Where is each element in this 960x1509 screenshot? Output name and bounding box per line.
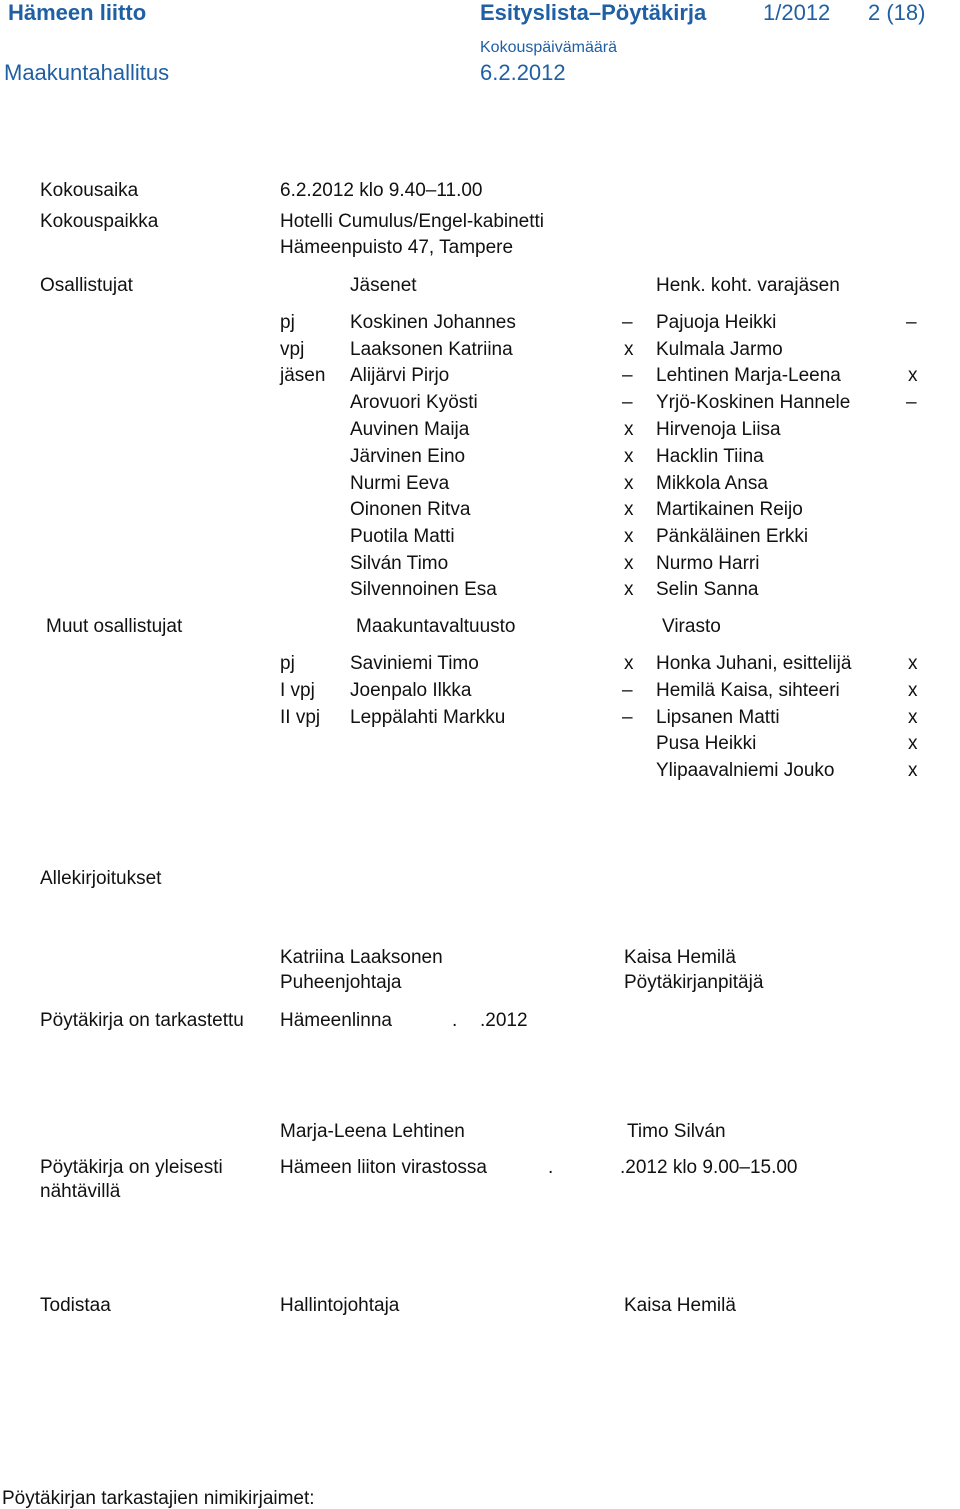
page-number: 2 (18)	[868, 0, 926, 25]
council-member-presence: –	[622, 680, 633, 701]
council-member-presence: –	[622, 707, 633, 728]
meeting-time-label: Kokousaika	[40, 180, 139, 201]
council-member-name: Saviniemi Timo	[350, 653, 479, 674]
deputy-name: Kulmala Jarmo	[656, 339, 783, 360]
participant-presence: –	[622, 392, 633, 413]
deputy-name: Mikkola Ansa	[656, 473, 768, 494]
participant-name: Koskinen Johannes	[350, 312, 516, 333]
participant-name: Silván Timo	[350, 553, 449, 574]
certify-title: Hallintojohtaja	[280, 1295, 400, 1316]
participant-presence: x	[624, 499, 634, 520]
office-column-header: Virasto	[662, 616, 721, 637]
deputy-presence: –	[906, 312, 917, 333]
public-display-date: .2012 klo 9.00–15.00	[620, 1157, 798, 1178]
office-member-name: Lipsanen Matti	[656, 707, 780, 728]
participant-role: jäsen	[280, 365, 326, 386]
deputy-presence: x	[908, 365, 918, 386]
participant-presence: x	[624, 579, 634, 600]
participant-presence: x	[624, 419, 634, 440]
chair-name: Katriina Laaksonen	[280, 947, 443, 968]
secretary-title: Pöytäkirjanpitäjä	[624, 972, 764, 993]
participant-role: vpj	[280, 339, 305, 360]
participant-presence: x	[624, 446, 634, 467]
deputy-name: Hirvenoja Liisa	[656, 419, 781, 440]
participant-name: Oinonen Ritva	[350, 499, 471, 520]
public-display-date-dot: .	[548, 1157, 554, 1178]
checked-label: Pöytäkirja on tarkastettu	[40, 1010, 244, 1031]
office-member-name: Honka Juhani, esittelijä	[656, 653, 852, 674]
office-member-name: Ylipaavalniemi Jouko	[656, 760, 835, 781]
deputy-name: Yrjö-Koskinen Hannele	[656, 392, 851, 413]
participant-name: Auvinen Maija	[350, 419, 470, 440]
council-member-name: Leppälahti Markku	[350, 707, 506, 728]
certify-name: Kaisa Hemilä	[624, 1295, 736, 1316]
other-participants-label: Muut osallistujat	[46, 616, 183, 637]
public-display-place: Hämeen liiton virastossa	[280, 1157, 487, 1178]
participant-name: Nurmi Eeva	[350, 473, 450, 494]
participant-presence: –	[622, 312, 633, 333]
meeting-time-value: 6.2.2012 klo 9.40–11.00	[280, 180, 483, 201]
office-member-presence: x	[908, 680, 918, 701]
participant-name: Alijärvi Pirjo	[350, 365, 450, 386]
meeting-place-line1: Hotelli Cumulus/Engel-kabinetti	[280, 211, 545, 232]
office-member-presence: x	[908, 733, 918, 754]
office-member-presence: x	[908, 653, 918, 674]
participant-name: Laaksonen Katriina	[350, 339, 513, 360]
members-column-header: Jäsenet	[350, 275, 417, 296]
deputy-name: Selin Sanna	[656, 579, 759, 600]
deputy-name: Pajuoja Heikki	[656, 312, 777, 333]
participant-name: Arovuori Kyösti	[350, 392, 478, 413]
participants-label: Osallistujat	[40, 275, 133, 296]
participant-presence: x	[624, 526, 634, 547]
participant-role: pj	[280, 312, 295, 333]
checker-1-name: Marja-Leena Lehtinen	[280, 1121, 465, 1142]
meeting-date: 6.2.2012	[480, 60, 566, 85]
council-member-name: Joenpalo Ilkka	[350, 680, 472, 701]
deputies-column-header: Henk. koht. varajäsen	[656, 275, 840, 296]
body-name: Maakuntahallitus	[4, 60, 170, 85]
date-label: Kokouspäivämäärä	[480, 39, 617, 56]
office-member-name: Hemilä Kaisa, sihteeri	[656, 680, 840, 701]
checked-date: .2012	[480, 1010, 528, 1031]
other-role: II vpj	[280, 707, 321, 728]
other-role: I vpj	[280, 680, 315, 701]
participant-name: Järvinen Eino	[350, 446, 466, 467]
participant-name: Silvennoinen Esa	[350, 579, 497, 600]
deputy-presence: –	[906, 392, 917, 413]
secretary-name: Kaisa Hemilä	[624, 947, 736, 968]
certify-label: Todistaa	[40, 1295, 111, 1316]
office-member-presence: x	[908, 760, 918, 781]
checker-2-name: Timo Silván	[627, 1121, 726, 1142]
council-column-header: Maakuntavaltuusto	[356, 616, 516, 637]
other-role: pj	[280, 653, 295, 674]
deputy-name: Hacklin Tiina	[656, 446, 764, 467]
participant-presence: –	[622, 365, 633, 386]
document-type: Esityslista–Pöytäkirja	[480, 0, 707, 25]
participant-presence: x	[624, 553, 634, 574]
meeting-place-label: Kokouspaikka	[40, 211, 159, 232]
deputy-name: Nurmo Harri	[656, 553, 760, 574]
deputy-name: Martikainen Reijo	[656, 499, 803, 520]
participant-presence: x	[624, 473, 634, 494]
office-member-presence: x	[908, 707, 918, 728]
public-display-label-line1: Pöytäkirja on yleisesti	[40, 1157, 223, 1178]
org-name: Hämeen liitto	[8, 0, 147, 25]
checked-date-dot: .	[452, 1010, 458, 1031]
office-member-name: Pusa Heikki	[656, 733, 757, 754]
signatures-label: Allekirjoitukset	[40, 868, 162, 889]
deputy-name: Pänkäläinen Erkki	[656, 526, 809, 547]
checked-place: Hämeenlinna	[280, 1010, 392, 1031]
meeting-number: 1/2012	[763, 0, 831, 25]
chair-title: Puheenjohtaja	[280, 972, 402, 993]
meeting-place-line2: Hämeenpuisto 47, Tampere	[280, 237, 514, 258]
public-display-label-line2: nähtävillä	[40, 1181, 121, 1202]
participant-name: Puotila Matti	[350, 526, 455, 547]
footer-initials-label: Pöytäkirjan tarkastajien nimikirjaimet:	[2, 1488, 315, 1509]
council-member-presence: x	[624, 653, 634, 674]
participant-presence: x	[624, 339, 634, 360]
deputy-name: Lehtinen Marja-Leena	[656, 365, 841, 386]
